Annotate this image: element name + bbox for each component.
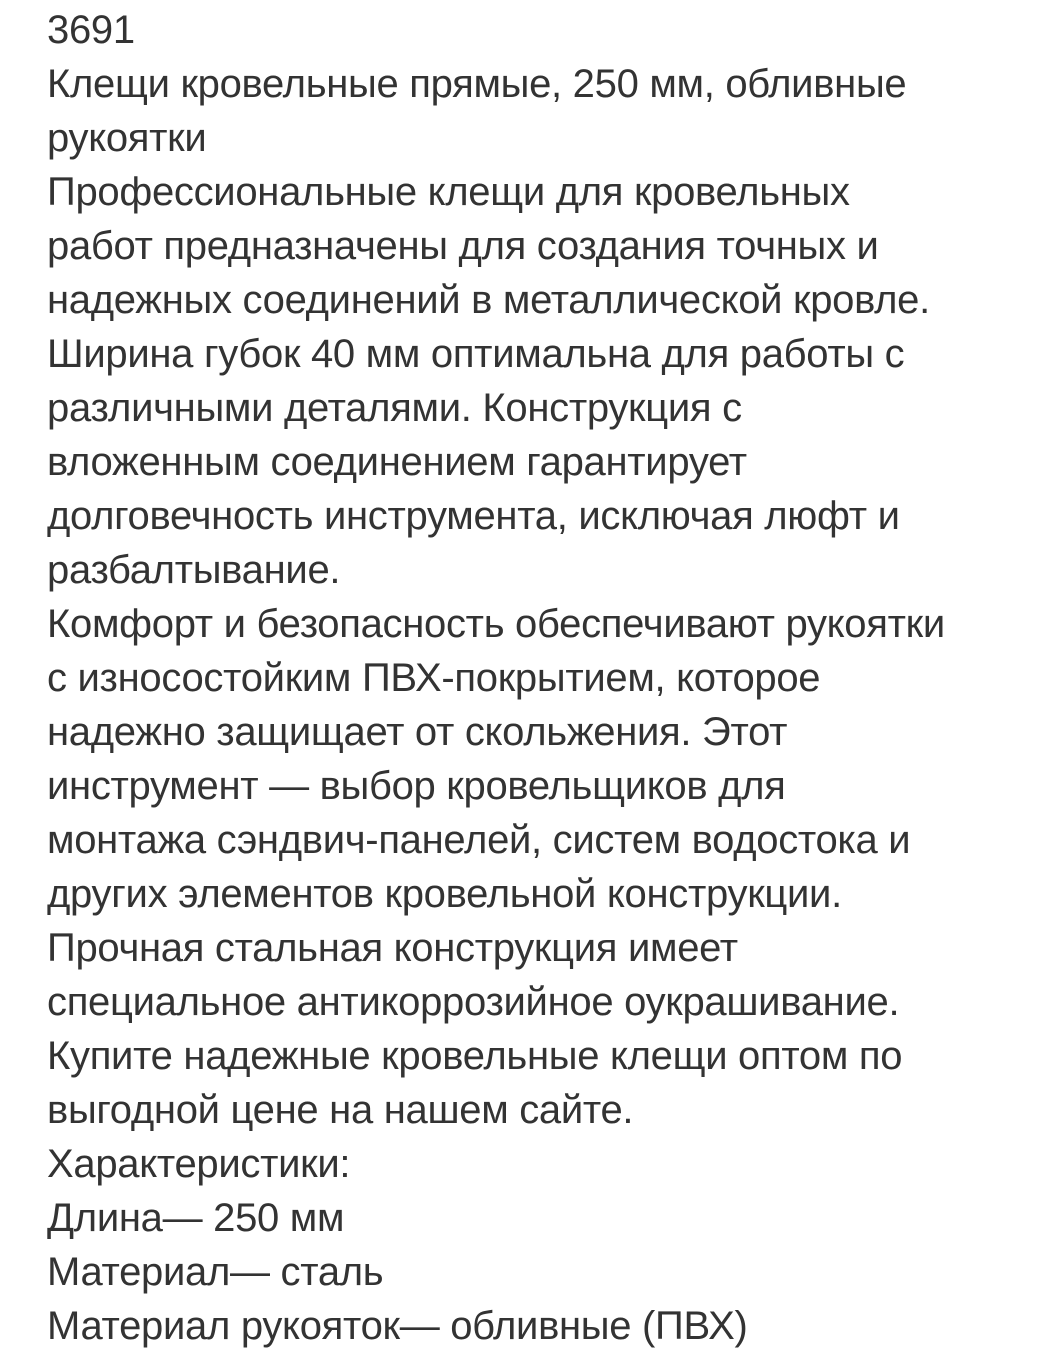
text-line: работ предназначены для создания точных и xyxy=(47,224,879,268)
text-line: выгодной цене на нашем сайте. xyxy=(47,1088,634,1132)
spec-material xyxy=(47,1245,1043,1299)
product-title xyxy=(47,57,1043,165)
text-line: Клещи кровельные прямые, 250 мм, обливные xyxy=(47,62,907,106)
text-line: Ширина губок 40 мм оптимальна для работы с xyxy=(47,332,905,376)
text-line: разбалтывание. xyxy=(47,548,341,592)
text-line: монтажа сэндвич-панелей, систем водостока и xyxy=(47,818,911,862)
spec-length xyxy=(47,1191,1043,1245)
text-line: Прочная стальная конструкция имеет xyxy=(47,926,738,970)
text-line: специальное антикоррозийное оукрашивание. xyxy=(47,980,900,1024)
text-line: различными деталями. Конструкция с xyxy=(47,386,742,430)
text-line: с износостойким ПВХ-покрытием, которое xyxy=(47,656,821,700)
text-line: надежных соединений в металлической кровле. xyxy=(47,278,930,322)
description-paragraph-1 xyxy=(47,165,1043,597)
text-line: 3691 xyxy=(47,8,135,52)
description-text xyxy=(47,3,1043,1353)
text-line: Длина— 250 мм xyxy=(47,1196,345,1240)
text-line: долговечность инструмента, исключая люфт и xyxy=(47,494,900,538)
text-line: Характеристики: xyxy=(47,1142,351,1186)
text-line: надежно защищает от скольжения. Этот xyxy=(47,710,788,754)
text-line: рукоятки xyxy=(47,116,207,160)
text-line: инструмент — выбор кровельщиков для xyxy=(47,764,786,808)
product-code xyxy=(47,3,1043,57)
description-paragraph-2 xyxy=(47,597,1043,1137)
text-line: Профессиональные клещи для кровельных xyxy=(47,170,850,214)
text-line: Купите надежные кровельные клещи оптом по xyxy=(47,1034,903,1078)
spec-handle-material xyxy=(47,1299,1043,1353)
text-line: других элементов кровельной конструкции. xyxy=(47,872,842,916)
text-line: Материал рукояток— обливные (ПВХ) xyxy=(47,1304,748,1348)
text-line: Материал— сталь xyxy=(47,1250,384,1294)
text-line: Комфорт и безопасность обеспечивают рукоятки xyxy=(47,602,945,646)
text-line: вложенным соединением гарантирует xyxy=(47,440,747,484)
specs-heading xyxy=(47,1137,1043,1191)
